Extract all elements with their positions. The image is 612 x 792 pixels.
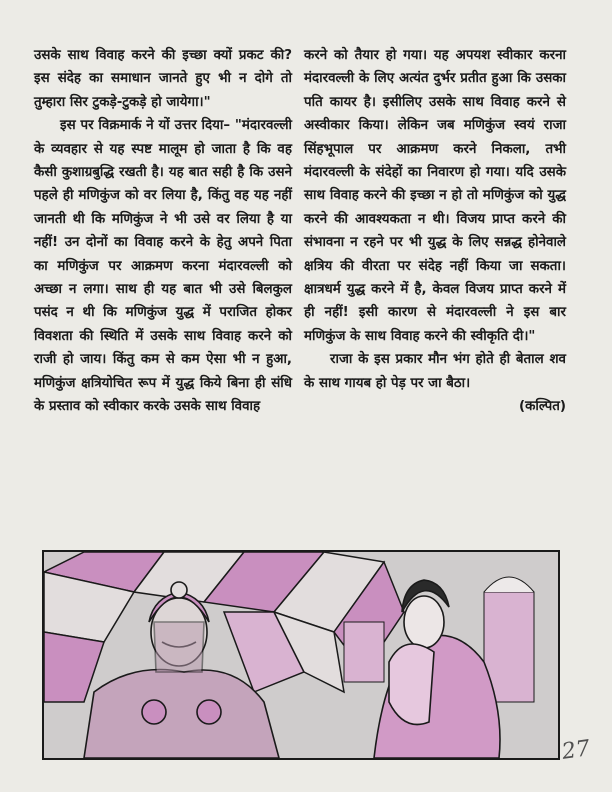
story-paragraph: राजा के इस प्रकार मौन भंग होते ही बेताल शव के साथ गायब हो पेड़ पर जा बैठा। (304, 352, 566, 391)
text-column-left (34, 44, 292, 419)
fiction-credit: (कल्पित) (519, 399, 566, 415)
story-paragraph: उसके साथ विवाह करने की इच्छा क्यों प्रकट की? इस संदेह का समाधान जानते हुए भी न दोगे तो तुम्हारा सिर टुकड़े-टुकड़े हो जायेगा।" (34, 48, 292, 110)
story-paragraph: इस पर विक्रमार्क ने यों उत्तर दिया– "मंदारवल्ली के व्यवहार से यह स्पष्ट मालूम हो जाता है कि वह कैसी कुशाग्रबुद्धि रखती है। यह बात सही है कि उसने पहले ही मणिकुंज को वर लिया है, किंतु वह यह नहीं जानती थी कि मणिकुंज ने भी उसे वर लिया है या नहीं! उन दोनों का विवाह करने के हेतु अपने पिता का मणिकुंज पर आक्रमण करना मंदारवल्ली को अच्छा न लगा। साथ ही यह बात भी उसे बिलकुल पसंद न थी कि मणिकुंज युद्ध में पराजित होकर विवशता की स्थिति में उसके साथ विवाह करने को राजी हो जाय। किंतु कम से कम ऐसा भी न हुआ, मणिकुंज क्षत्रियोचित रूप में युद्ध किये बिना ही संधि के प्रस्ताव को स्वीकार करके उसके साथ विवाह (34, 118, 292, 415)
story-illustration (42, 550, 560, 760)
credit-line (304, 395, 566, 418)
text-column-right (304, 44, 566, 419)
page-number: 27 (560, 736, 592, 765)
illustration-art (44, 552, 558, 758)
story-paragraph: करने को तैयार हो गया। यह अपयश स्वीकार करना मंदारवल्ली के लिए अत्यंत दुर्भर प्रतीत हुआ कि उसका पति कायर है। इसीलिए उसके साथ विवाह करने से अस्वीकार किया। लेकिन जब मणिकुंज स्वयं राजा सिंहभूपाल पर आक्रमण करने निकला, तभी मंदारवल्ली के संदेहों का निवारण हो गया। यदि उसके साथ विवाह करने की इच्छा न हो तो मणिकुंज को युद्ध करने की आवश्यकता न थी। विजय प्राप्त करने की संभावना न रहने पर भी युद्ध के लिए सन्नद्ध होनेवाले क्षत्रिय की वीरता पर संदेह नहीं किया जा सकता। क्षात्रधर्म युद्ध करने में है, केवल विजय प्राप्त करने में ही नहीं! इसी कारण से मंदारवल्ली ने इस बार मणिकुंज के साथ विवाह करने की स्वीकृति दी।" (304, 48, 566, 344)
